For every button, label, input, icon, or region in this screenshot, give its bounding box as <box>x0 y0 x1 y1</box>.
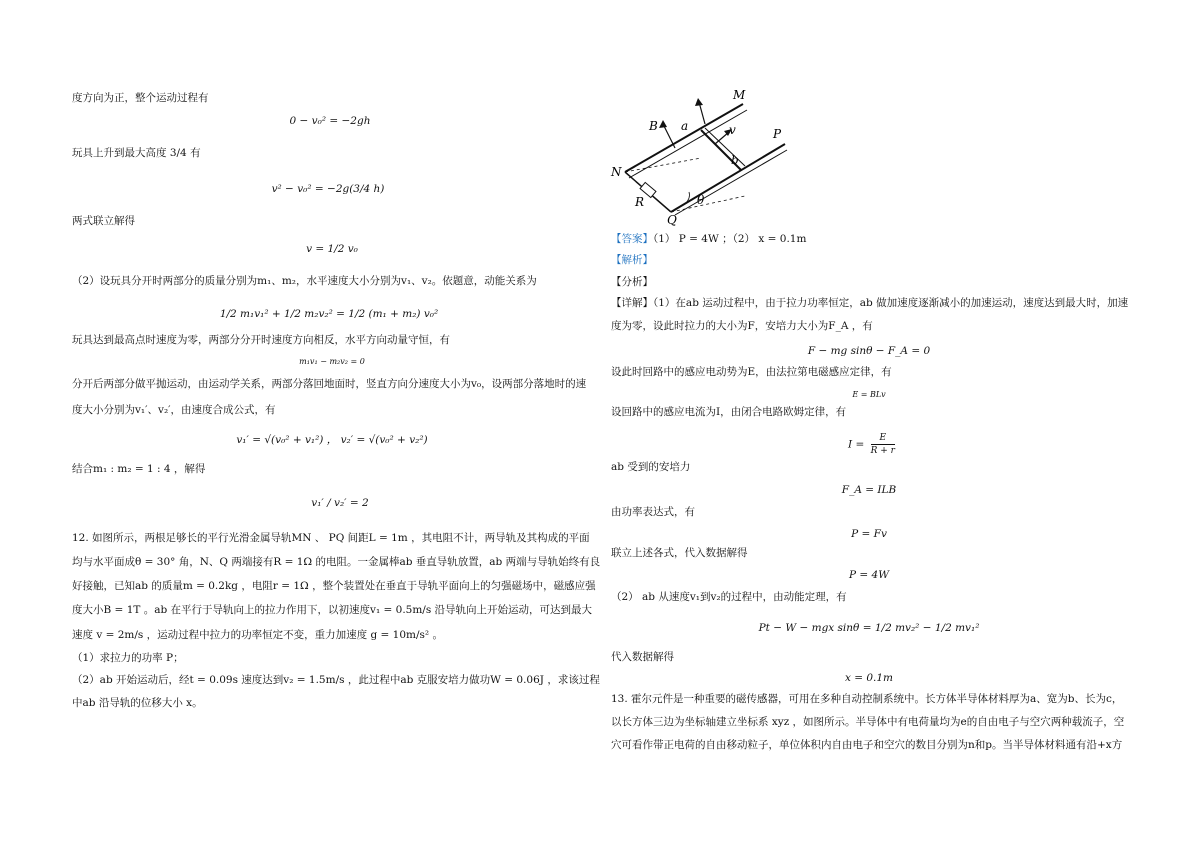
question-12-part2: 中ab 沿导轨的位移大小 x。 <box>72 697 203 709</box>
equation: m₁v₁ − m₂v₂ = 0 <box>299 357 365 366</box>
fraction <box>871 432 895 457</box>
question-12-text: 12. 如图所示，两根足够长的平行光滑金属导轨MN 、 PQ 间距L = 1m ，其电阻不计，两导轨及其构成的平面 <box>72 532 590 544</box>
detail-tag: 【详解】 <box>611 297 653 309</box>
equation-fraction <box>848 432 895 457</box>
text-line: 玩具上升到最大高度 3/4 有 <box>72 147 201 159</box>
question-13-text: 穴可看作带正电荷的自由移动粒子，单位体积内自由电子和空穴的数目分别为n和p。当半导体材料通有沿+x方 <box>611 739 1123 751</box>
text-line: 代入数据解得 <box>611 651 674 663</box>
text-line: 分开后两部分做平抛运动，由运动学关系，两部分落回地面时，竖直方向分速度大小为v₀，设两部分落地时的速 <box>72 378 587 390</box>
label-theta: θ <box>697 193 705 207</box>
answer-text: （1） P = 4W ；（2） x = 0.1m <box>653 233 807 245</box>
question-12-part2: （2）ab 开始运动后，经t = 0.09s 速度达到v₂ = 1.5m/s ，此过程中ab 克服安培力做功W = 0.06J ，求该过程 <box>72 674 600 686</box>
label-P: P <box>773 127 782 141</box>
text-line: 联立上述各式，代入数据解得 <box>611 547 748 559</box>
denominator: R + r <box>870 446 895 456</box>
label-B: B <box>649 119 658 133</box>
text-line: 结合m₁ : m₂ = 1 : 4 ，解得 <box>72 463 206 475</box>
analysis-tag: 【解析】 <box>611 254 653 266</box>
text-line: ab 受到的安培力 <box>611 461 691 473</box>
detail-line <box>611 294 1128 312</box>
question-13-text: 13. 霍尔元件是一种重要的磁传感器，可用在多种自动控制系统中。长方体半导体材料厚为a、宽为b、长为c， <box>611 693 1123 705</box>
analysis-sub-tag: 【分析】 <box>611 276 653 288</box>
text-line: 度大小分别为v₁′、v₂′，由速度合成公式，有 <box>72 404 276 416</box>
equation: E = BLv <box>852 390 886 399</box>
text-line: 设回路中的感应电流为I，由闭合电路欧姆定律，有 <box>611 406 847 418</box>
label-Q: Q <box>667 213 677 226</box>
equation: 1/2 m₁v₁² + 1/2 m₂v₂² = 1/2 (m₁ + m₂) v₀² <box>219 308 439 320</box>
answer-tag: 【答案】 <box>611 233 653 245</box>
question-12-part1: （1）求拉力的功率 P； <box>72 652 184 664</box>
label-R: R <box>635 195 645 209</box>
equation: v² − v₀² = −2g(3/4 h) <box>271 183 385 195</box>
question-12-text: 均与水平面成θ = 30° 角，N、Q 两端接有R = 1Ω 的电阻。一金属棒ab 垂直导轨放置，ab 两端与导轨始终有良 <box>72 556 601 568</box>
label-b: b <box>731 153 739 167</box>
equation-lhs: I = <box>848 438 865 451</box>
equation: P = Fv <box>851 528 887 540</box>
text-line: （2）设玩具分开时两部分的质量分别为m₁、m₂，水平速度大小分别为v₁、v₂。依题意，动能关系为 <box>72 275 537 287</box>
equation: 0 − v₀² = −2gh <box>289 115 371 127</box>
label-v: v <box>729 123 736 137</box>
equation: F − mg sinθ − F_A = 0 <box>807 345 931 357</box>
equation: F_A = ILB <box>841 484 897 496</box>
equation: v₁′ / v₂′ = 2 <box>311 497 369 509</box>
rail-diagram <box>605 84 795 226</box>
text-line: 由功率表达式，有 <box>611 506 695 518</box>
text-line: 玩具达到最高点时速度为零，两部分分开时速度方向相反，水平方向动量守恒，有 <box>72 334 450 346</box>
detail-text: （1）在ab 运动过程中，由于拉力功率恒定，ab 做加速度逐渐减小的加速运动，速度达到最大时，加速 <box>653 297 1129 309</box>
label-M: M <box>733 88 746 102</box>
equation: v₁′ = √(v₀² + v₁²) ， v₂′ = √(v₀² + v₂²) <box>236 434 428 446</box>
text-line: 两式联立解得 <box>72 215 135 227</box>
text-line: （2） ab 从速度v₁到v₂的过程中，由动能定理，有 <box>611 591 847 603</box>
equation: v = 1/2 v₀ <box>306 243 358 255</box>
question-13-text: 以长方体三边为坐标轴建立坐标系 xyz ，如图所示。半导体中有电荷量均为e的自由电子与空穴两种载流子，空 <box>611 716 1125 728</box>
label-a: a <box>681 119 689 133</box>
question-12-text: 度大小B = 1T 。ab 在平行于导轨向上的拉力作用下，以初速度v₁ = 0.5m/s 沿导轨向上开始运动，可达到最大 <box>72 604 593 616</box>
label-N: N <box>611 165 622 179</box>
numerator: E <box>871 432 895 445</box>
question-12-text: 速度 v = 2m/s ，运动过程中拉力的功率恒定不变，重力加速度 g = 10m/s² 。 <box>72 629 443 641</box>
equation: P = 4W <box>848 569 890 581</box>
question-12-text: 好接触，已知ab 的质量m = 0.2kg ，电阻r = 1Ω ，整个装置处在垂直于导轨平面向上的匀强磁场中，磁感应强 <box>72 580 596 592</box>
equation: x = 0.1m <box>844 672 894 684</box>
equation: Pt − W − mgx sinθ = 1/2 mv₂² − 1/2 mv₁² <box>758 622 980 634</box>
answer-line <box>611 230 806 248</box>
text-line: 度为零，设此时拉力的大小为F，安培力大小为F_A ，有 <box>611 320 873 332</box>
text-line: 度方向为正，整个运动过程有 <box>72 92 209 104</box>
text-line: 设此时回路中的感应电动势为E，由法拉第电磁感应定律，有 <box>611 366 892 378</box>
